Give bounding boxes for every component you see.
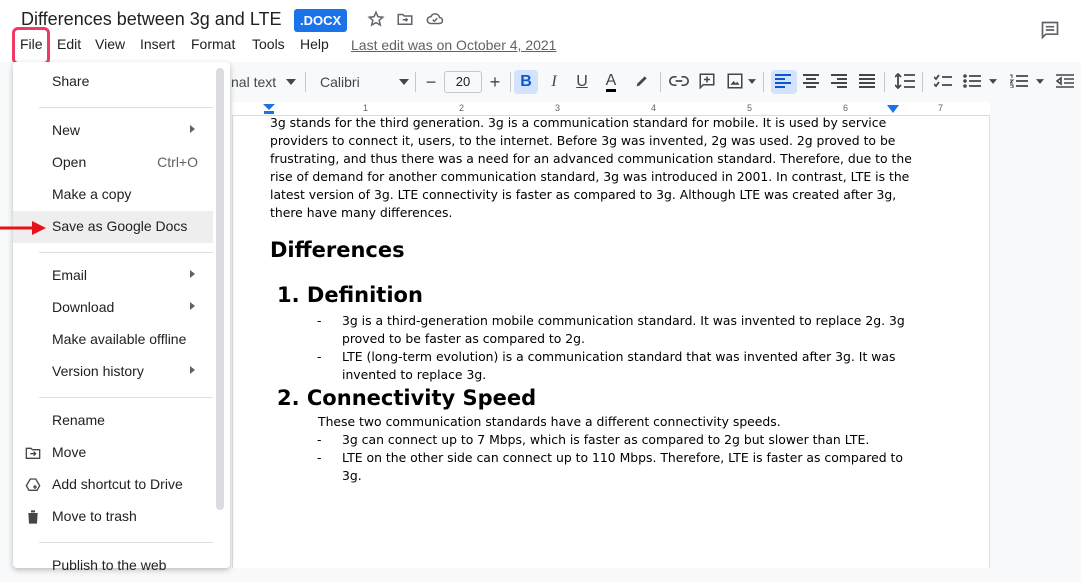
ruler-number: 6	[843, 103, 849, 113]
chevron-down-icon	[1036, 79, 1044, 84]
menu-view[interactable]: View	[95, 36, 126, 52]
menu-label: Make a copy	[52, 186, 132, 202]
intro-line: 3g stands for the third generation. 3g is a communication standard for mobile. It is used by service	[270, 115, 887, 130]
menu-tools[interactable]: Tools	[252, 36, 285, 52]
intro-line: frustrating, and thus there was a need for an advanced communication standard. Therefore, due to the	[270, 151, 912, 166]
file-dropdown-menu	[13, 62, 230, 573]
ruler-number: 7	[938, 103, 944, 113]
decrease-font-size-button[interactable]: −	[425, 71, 437, 92]
file-menu-open[interactable]	[13, 147, 213, 179]
menu-label: Add shortcut to Drive	[52, 476, 183, 492]
ruler-number: 4	[651, 103, 657, 113]
trash-icon	[25, 509, 41, 525]
menu-file[interactable]: File	[20, 36, 43, 52]
font-value: Calibri	[320, 74, 360, 90]
last-edit-link[interactable]: Last edit was on October 4, 2021	[351, 37, 557, 53]
bullet-marker: -	[317, 432, 322, 447]
align-right-icon[interactable]	[831, 74, 847, 88]
decrease-indent-icon[interactable]	[1056, 74, 1074, 88]
insert-image-icon[interactable]	[726, 72, 744, 90]
file-menu-share[interactable]	[13, 66, 213, 98]
menu-edit[interactable]: Edit	[57, 36, 82, 52]
ruler-number: 5	[747, 103, 753, 113]
cloud-saved-icon[interactable]	[426, 10, 444, 28]
numbered-list-icon[interactable]	[1010, 74, 1028, 88]
file-menu-make-available-offline[interactable]	[13, 324, 213, 356]
file-menu-new[interactable]	[13, 115, 213, 147]
highlight-pen-icon[interactable]	[634, 73, 650, 89]
file-menu-email[interactable]	[13, 260, 213, 292]
menu-label: Make available offline	[52, 331, 187, 347]
menu-label: Save as Google Docs	[52, 218, 188, 234]
drive-shortcut-icon	[25, 477, 41, 493]
chevron-down-icon	[989, 79, 997, 84]
bullet-line: LTE (long-term evolution) is a communication standard that was invented after 3g. It was	[342, 349, 896, 364]
star-icon[interactable]	[367, 10, 385, 28]
menu-label: Move	[52, 444, 87, 460]
font-dropdown[interactable]	[320, 62, 390, 102]
align-center-icon[interactable]	[803, 74, 819, 88]
bullet-line: 3g.	[342, 468, 362, 483]
bullet-marker: -	[317, 313, 322, 328]
bold-button[interactable]: B	[520, 73, 532, 90]
submenu-arrow-icon	[190, 270, 195, 278]
comment-history-icon[interactable]	[1040, 20, 1060, 40]
menu-label: Open	[52, 154, 87, 170]
section-lead: These two communication standards have a different connectivity speeds.	[318, 414, 781, 429]
menu-format[interactable]: Format	[191, 36, 236, 52]
menu-insert[interactable]: Insert	[140, 36, 176, 52]
intro-line: providers to connect it, users, to the internet. Before 3g was invented, 2g was used. 2g proved to be	[270, 133, 896, 148]
intro-line: latest version of 3g. LTE connectivity is faster as compared to 3g. Although LTE was created after 3g,	[270, 187, 897, 202]
menu-label: New	[52, 122, 81, 138]
file-menu-move[interactable]	[13, 437, 213, 469]
checklist-icon[interactable]	[934, 74, 952, 88]
ruler-number: 3	[555, 103, 561, 113]
menu-label: Move to trash	[52, 508, 137, 524]
paragraph-style-dropdown[interactable]	[231, 62, 281, 102]
bullet-marker: -	[317, 450, 322, 465]
bullet-line: 3g can connect up to 7 Mbps, which is faster as compared to 2g but slower than LTE.	[342, 432, 870, 447]
bullet-line: invented to replace 3g.	[342, 367, 487, 382]
chevron-down-icon	[399, 79, 409, 85]
underline-button[interactable]: U	[576, 73, 588, 90]
paragraph-style-value: nal text	[231, 74, 277, 90]
heading-differences: Differences	[270, 238, 405, 262]
intro-line: there have many differences.	[270, 205, 453, 220]
heading-connectivity-speed: 2. Connectivity Speed	[277, 386, 537, 410]
ruler-number: 2	[459, 103, 465, 113]
ruler-number: 1	[363, 103, 369, 113]
bullet-line: LTE on the other side can connect up to 110 Mbps. Therefore, LTE is faster as compared to	[342, 450, 903, 465]
chevron-down-icon	[286, 79, 296, 85]
chevron-down-icon	[748, 79, 756, 84]
docx-badge: .DOCX	[294, 9, 347, 32]
move-folder-icon[interactable]	[396, 10, 414, 28]
font-size-input[interactable]: 20	[444, 71, 482, 93]
file-menu-make-copy[interactable]	[13, 179, 213, 211]
text-color-button[interactable]: A	[600, 62, 622, 102]
menu-label: Email	[52, 267, 88, 283]
menu-label: Share	[52, 73, 90, 89]
title-bar	[0, 0, 1081, 62]
align-justify-icon[interactable]	[859, 74, 875, 88]
submenu-arrow-icon	[190, 125, 195, 133]
bullet-marker: -	[317, 349, 322, 364]
menu-label: Download	[52, 299, 115, 315]
menu-scrollbar[interactable]	[216, 68, 224, 510]
right-indent-marker-icon[interactable]	[887, 105, 899, 113]
line-spacing-icon[interactable]	[895, 73, 915, 89]
insert-link-icon[interactable]	[669, 73, 689, 89]
align-left-icon[interactable]	[775, 74, 791, 88]
increase-font-size-button[interactable]: +	[489, 71, 501, 92]
file-menu-move-to-trash[interactable]	[13, 501, 213, 533]
submenu-arrow-icon	[190, 366, 195, 374]
red-annotation-arrow-icon	[0, 220, 48, 236]
file-menu-publish[interactable]	[13, 550, 213, 582]
document-title[interactable]: Differences between 3g and LTE	[21, 9, 282, 29]
file-menu-rename[interactable]	[13, 405, 213, 437]
file-menu-add-shortcut[interactable]	[13, 469, 213, 501]
bullet-line: 3g is a third-generation mobile communication standard. It was invented to replace 2g. 3g	[342, 313, 905, 328]
move-folder-icon	[25, 445, 41, 461]
submenu-arrow-icon	[190, 302, 195, 310]
file-menu-highlight-box	[12, 27, 50, 65]
left-indent-marker-icon[interactable]	[263, 104, 275, 114]
bulleted-list-icon[interactable]	[963, 74, 981, 88]
menu-label: Version history	[52, 363, 144, 379]
shortcut-text: Ctrl+O	[157, 154, 198, 170]
add-comment-icon[interactable]	[698, 72, 716, 90]
menu-label: Rename	[52, 412, 105, 428]
document-page[interactable]	[232, 116, 990, 568]
intro-line: rise of demand for another communication standard, 3g was introduced in 2001. In contrast, LTE is the	[270, 169, 910, 184]
heading-definition: 1. Definition	[277, 283, 423, 307]
menu-help[interactable]: Help	[300, 36, 329, 52]
menu-label: Publish to the web	[52, 557, 167, 573]
file-menu-download[interactable]	[13, 292, 213, 324]
bullet-line: proved to be faster as compared to 2g.	[342, 331, 585, 346]
italic-button[interactable]: I	[551, 73, 557, 90]
file-menu-version-history[interactable]	[13, 356, 213, 388]
